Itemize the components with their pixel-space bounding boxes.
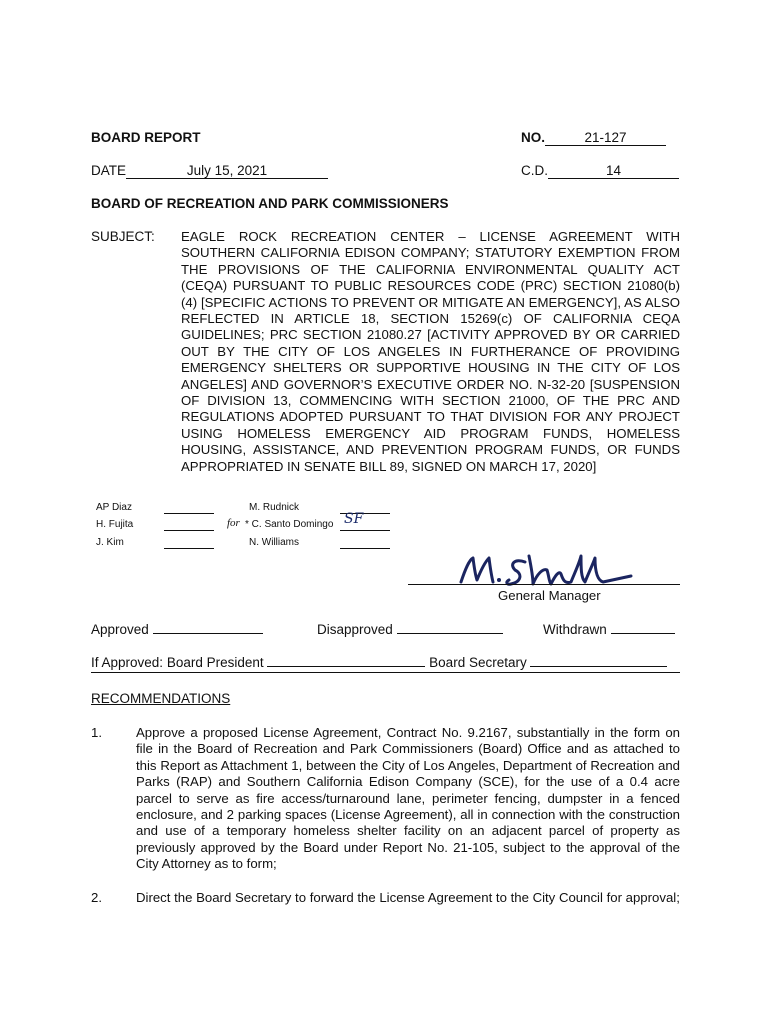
withdrawn-label: Withdrawn: [543, 622, 607, 637]
subject-text: EAGLE ROCK RECREATION CENTER – LICENSE AGREEMENT WITH SOUTHERN CALIFORNIA EDISON COMPANY; STATUTORY EXEMPTION FROM THE PROVISIONS OF THE CALIFORNIA ENVIRONMENTAL QUALITY ACT (CEQA) PURSUANT TO PUBLIC RESOURCES CODE (PRC) SECTION 21080(b)(4) [SPECIFIC ACTIONS TO PREVENT OR MITIGATE AN EMERGENCY], AS ALSO REFLECTED IN ARTICLE 18, SECTION 15269(c) OF CALIFORNIA CEQA GUIDELINES; PRC SECTION 21080.27 [ACTIVITY APPROVED BY OR CARRIED OUT BY THE CITY OF LOS ANGELES IN FURTHERANCE OF PROVIDING EMERGENCY SHELTERS OR SUPPORTIVE HOUSING IN THE CITY OF LOS ANGELES] AND GOVERNOR’S EXECUTIVE ORDER NO. N-32-20 [SUSPENSION OF DIVISION 13, COMMENCING WITH SECTION 21000, OF THE PRC AND REGULATIONS ADOPTED PURSUANT TO THAT DIVISION FOR ANY PROJECT USING HOMELESS EMERGENCY AID PROGRAM FUNDS, HOMELESS HOUSING, ASSISTANCE, AND PREVENTION PROGRAM FUNDS, OR FUNDS APPROPRIATED IN SENATE BILL 89, SIGNED ON MARCH 17, 2020]: [181, 229, 680, 474]
santo-domingo-initials: SF: [344, 511, 364, 527]
general-manager-signature: [455, 552, 635, 588]
if-approved-label: If Approved:: [91, 655, 164, 670]
initial-name-diaz: AP Diaz: [96, 502, 132, 513]
council-district-field: [521, 163, 679, 179]
council-district-value: 14: [548, 164, 679, 179]
date-label: DATE: [91, 163, 127, 178]
report-number-label: NO. 21-127: [521, 130, 666, 146]
withdrawn-line: [611, 621, 675, 634]
initial-name-williams: N. Williams: [249, 537, 299, 548]
board-secretary-label: Board Secretary: [429, 655, 527, 670]
disapproved-label: Disapproved: [317, 622, 393, 637]
recommendation-text: Approve a proposed License Agreement, Contract No. 9.2167, substantially in the form on file in the Board of Recreation and Park Commissioners (Board) Office and as attached to this Report as Attachment 1, between the City of Los Angeles, Department of Recreation and Parks (RAP) and Southern California Edison Company (SCE), for the use of a 0.4 acre parcel to serve as fire access/turnaround lane, perimeter fencing, dumpster in a fenced enclosure, and 2 parking spaces (License Agreement), all in connection with the construction and use of a temporary homeless shelter facility on an adjacent parcel of property as previously approved by the Board under Report No. 21-105, subject to the approval of the City Attorney as to form;: [136, 725, 680, 872]
approved-label: Approved: [91, 622, 149, 637]
signature-line: [408, 584, 680, 585]
recommendation-number: 2.: [91, 890, 102, 905]
signature-graphic: [455, 552, 635, 588]
approval-divider: [91, 672, 680, 673]
date-value: July 15, 2021: [126, 164, 328, 179]
initial-line-williams: [340, 548, 390, 549]
withdrawn-field: [543, 621, 675, 637]
report-title: BOARD REPORT: [91, 130, 201, 145]
for-note: for: [227, 517, 240, 529]
recommendation-number: 1.: [91, 725, 102, 740]
general-manager-title: General Manager: [498, 588, 601, 603]
board-president-label: Board President: [166, 655, 264, 670]
approved-line: [153, 621, 263, 634]
if-approved-field: [91, 654, 667, 670]
board-name: BOARD OF RECREATION AND PARK COMMISSIONERS: [91, 196, 449, 211]
recommendations-heading: RECOMMENDATIONS: [91, 691, 231, 706]
date-field: [91, 163, 328, 179]
disapproved-field: [317, 621, 503, 637]
approved-field: [91, 621, 263, 637]
initial-line-diaz: [164, 513, 214, 514]
initial-name-santo-domingo: * C. Santo Domingo: [245, 519, 334, 530]
board-secretary-line: [530, 654, 667, 667]
disapproved-line: [397, 621, 503, 634]
initial-line-kim: [164, 548, 214, 549]
council-district-label: C.D.: [521, 163, 548, 178]
initial-name-rudnick: M. Rudnick: [249, 502, 300, 513]
recommendation-text: Direct the Board Secretary to forward the License Agreement to the City Council for approval;: [136, 890, 680, 905]
board-president-line: [267, 654, 425, 667]
initial-line-fujita: [164, 530, 214, 531]
subject-label: SUBJECT:: [91, 229, 155, 244]
report-number-value: 21-127: [545, 131, 666, 146]
initial-line-santo-domingo: [340, 530, 390, 531]
initial-name-fujita: H. Fujita: [96, 519, 134, 530]
initial-name-kim: J. Kim: [96, 537, 124, 548]
